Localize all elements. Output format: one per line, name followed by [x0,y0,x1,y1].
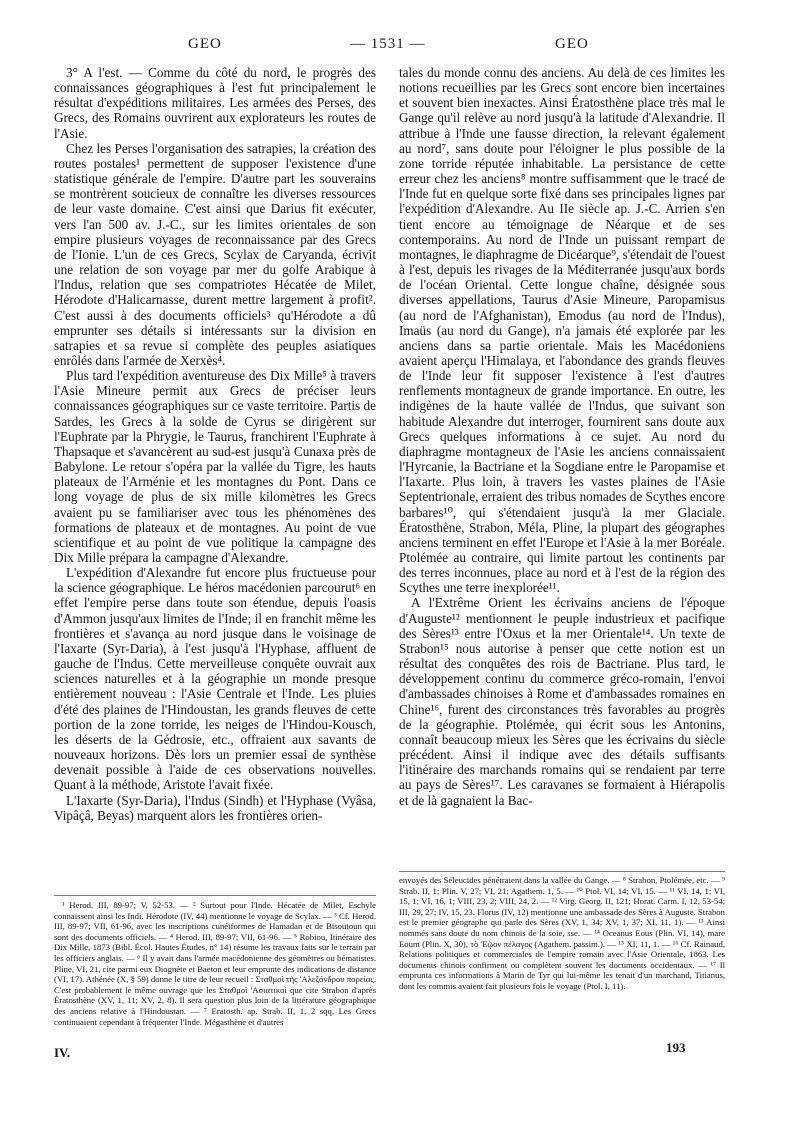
left-text-column [54,65,376,823]
paragraph-east-intro: 3° A l'est. — Comme du côté du nord, le progrès des connaissances géographiques à l'est fut principalement le résultat d'expéditions militaires. Les armées des Perses, des Grecs, des Romains ouvrirent aux explorateurs les routes de l'Asie. [54,65,376,141]
footnotes-left [54,900,376,1027]
volume-signature: IV. [54,1045,71,1060]
footnote-divider-right [399,871,725,872]
header-right-word: GEO [555,36,589,52]
paragraph-eastern-limits: tales du monde connu des anciens. Au delà de ces limites les notions recueillies par les Grecs sont encore bien incertaines et souvent bien inexactes. Ainsi Ératosthène place très mal le Gange qu'il relève au nord jusqu'à la latitude d'Alexandrie. Il attribue à l'Inde une fausse direction, la relevant également au nord⁷, sans doute pour l'éloigner le plus possible de la zone torride réputée inhabitable. La persistance de cette erreur chez les anciens⁸ montre suffisamment que le tracé de l'Inde fut en quelque sorte fixé dans ses principales lignes par l'expédition d'Alexandre. Au IIe siècle ap. J.-C. Arrien s'en tient encore au témoignage de Néarque et de ses contemporains. Au nord de l'Inde un puissant rempart de montagnes, le diaphragme de Dicéarque⁹, s'étendait de l'ouest à l'est, depuis les rivages de la Méditerranée jusqu'aux bords de l'océan Oriental. Cette longue chaîne, désignée sous diverses appellations, Taurus d'Asie Mineure, Paropamisus (au nord de l'Afghanistan), Emodus (au nord de l'Indus), Imaüs (au nord du Gange), n'a jamais été explorée par les anciens dans sa partie orientale. Mais les Macédoniens avaient aperçu l'Himalaya, et l'abondance des grands fleuves de l'Inde leur fit supposer l'existence à l'est d'autres renflements montagneux de grande importance. En outre, les indigènes de la haute vallée de l'Indus, que suivant son habitude Alexandre dut interroger, fournirent sans doute aux Grecs quelques informations à ce sujet. Au nord du diaphragme montagneux de l'Asie les anciens connaissaient l'Hyrcanie, la Bactriane et la Sogdiane entre le Paropamise et l'Iaxarte. Plus loin, à travers les vastes plaines de l'Asie Septentrionale, erraient des tribus nomades de Scythes encore barbares¹⁰, qui s'étendaient jusqu'à la mer Glaciale. Ératosthène, Strabon, Méla, Pline, la plupart des géographes anciens terminent en effet l'Europe et l'Asie à la mer Boréale. Ptolémée au contraire, qui limite partout les continents par des terres inconnues, place au nord et à l'est de la région des Scythes une terre inexplorée¹¹. [399,65,725,596]
paragraph-ten-thousand: Plus tard l'expédition aventureuse des Dix Mille⁵ à travers l'Asie Mineure permit aux Grecs de préciser leurs connaissances géographiques sur ce vaste territoire. Partis de Sardes, les Grecs à la solde de Cyrus se dirigèrent sur l'Euphrate par la Phrygie, le Taurus, franchirent l'Euphrate à Thapsaque et s'avancèrent au sud-est jusqu'à Cunaxa près de Babylone. Le retour s'opéra par la vallée du Tigre, les hauts plateaux de l'Arménie et les montagnes du Pont. Dans ce long voyage de plus de six mille kilomètres les Grecs avaient pu se familiariser avec tous les phénomènes des formations de plateaux et de montagnes. Au point de vue scientifique et au point de vue politique la campagne des Dix Mille prépara la campagne d'Alexandre. [54,368,376,565]
footnotes-left-text: ¹ Herod. III, 89-97; V, 52-53. — ² Surtout pour l'Inde. Hécatée de Milet, Eschyle connaissent ainsi les Indi. Hérodote (IV, 44) mentionne le voyage de Scylax. — ³ Cf. Herod. III, 89-97; VII, 61-96, avec les inscriptions cunéiformes de Hamadan et de Bisoutoun qui sont des documents officiels. — ⁴ Herod. III, 89-97; VII, 61-96. — ⁵ Robiou, Itinéraire des Dix Mille, 1873 (Bibl. Écol. Hautes Études, n° 14) résume les travaux faits sur le terrain par les officiers anglais. — ⁶ Il y avait dans l'armée macédonienne des géomètres ou bématistes. Pline, VI, 21, cite parmi eux Diognète et Baeton et leur emprunte des indications de distance (VI, 17). Athénée (X, § 59) donne le titre de leur recueil : Σταθμοὶ τῆς 'Αλεξάνδρου πορείας. C'est probablement le même ouvrage que les Σταθμοὶ 'Ασιατικοί que cite Strabon d'après Ératosthène (XV, 1, 11; XV, 2, 8). Il sera question plus loin de la littérature géographique des anciens relative à l'Hindoustan. — ⁷ Eratosth. ap. Strab. II, 1, 2 sqq. Les Grecs continuaient cependant à fréquenter l'Inde. Mégasthène et d'autres [54,900,376,1027]
footnotes-right-text: envoyés des Séleucides pénétraient dans la vallée du Gange. — ⁸ Strabon, Ptolémée, etc. — ⁹ Strab. II, 1; Plin. V, 27; VI, 21; Agathem. 1, 5. — ¹⁰ Ptol. VI, 14; VI, 15. — ¹¹ VI, 14, 1; VI, 15, 1; VI, 16, 1; VIII, 23, 2; VIII, 24, 2. — ¹² Virg. Georg. II, 121; Horat. Carm. I, 12, 53-54; III, 29, 27; IV, 15, 23. Florus (IV, 12) mentionne une ambassade des Sères à Auguste. Strabon est le premier géographe qui parle des Sères (XV, 1, 34; XV, 1, 37; XI, 11, 1). — ¹³ Ainsi nommés sans doute du nom chinois de la soie, sse. — ¹⁴ Oceanus Eous (Plin. VI, 14), mare Eoum (Plin. X, 30), τὸ 'Εῷον πέλαγος (Agathem. passim.). — ¹⁵ XI, 11, 1. — ¹⁶ Cf. Rainaud, Relations politiques et commerciales de l'empire romain avec l'Asie Orientale, 1863. Les documents chinois confirment ou complètent souvent les documents occidentaux. — ¹⁷ Il emprunta ces informations à Marin de Tyr qui lui-même les tenait d'un marchand, Titianus, dont les commis avaient fait plusieurs fois le voyage (Ptol. I, 11). [399,875,725,991]
paragraph-extreme-orient: A l'Extrême Orient les écrivains anciens de l'époque d'Auguste¹² mentionnent le peuple industrieux et pacifique des Sères¹³ entre l'Oxus et la mer Orientale¹⁴. Un texte de Strabon¹⁵ nous autorise à penser que cette notion est un résultat des conquêtes des rois de Bactriane. Plus tard, le développement continu du commerce gréco-romain, l'envoi d'ambassades chinoises à Rome et d'ambassades romaines en Chine¹⁶, furent des circonstances très favorables au progrès de la géographie. Ptolémée, qui écrit sous les Antonins, connaît beaucoup mieux les Sères que les écrivains du siècle précédent. Ainsi il indique avec des détails suffisants l'itinéraire des marchands romains qui se rendaient par terre au pays de Sères¹⁷. Les caravanes se formaient à Hiérapolis et de là gagnaient la Bac- [399,595,725,808]
right-text-column [399,65,725,808]
page-number: — 1531 — [350,36,426,52]
paragraph-iaxarte: L'Iaxarte (Syr-Daria), l'Indus (Sindh) et l'Hyphase (Vyâsa, Vipâçâ, Beyas) marquent alors les frontières orien- [54,792,376,823]
paragraph-persians: Chez les Perses l'organisation des satrapies, la création des routes postales¹ permettent de supposer l'existence d'une statistique générale de l'empire. D'autre part les souverains se montrèrent soucieux de connaître les diverses ressources de leur vaste domaine. C'est ainsi que Darius fit exécuter, vers l'an 500 av. J.-C., sur les limites orientales de son empire plusieurs voyages de reconnaissance par des Grecs de l'Ionie. L'un de ces Grecs, Scylax de Caryanda, écrivit une relation de son voyage par mer du golfe Arabique à l'Indus, relation que ses compatriotes Hécatée de Milet, Hérodote d'Halicarnasse, durent mettre largement à profit². C'est aussi à des documents officiels³ qu'Hérodote a dû emprunter ses détails si intéressants sur la division en satrapies et sa revue si complète des peuples asiatiques enrôlés dans l'armée de Xerxès⁴. [54,140,376,368]
footnote-divider-left [54,895,376,896]
sheet-signature: 193 [666,1040,686,1055]
header-left-word: GEO [188,36,222,52]
paragraph-alexander: L'expédition d'Alexandre fut encore plus fructueuse pour la science géographique. Le héros macédonien parcourut⁶ en effet l'empire perse dans toute son étendue, depuis l'oasis d'Ammon jusqu'aux limites de l'Inde; il en franchit même les frontières et s'avança au nord jusque dans le voisinage de l'Iaxarte (Syr-Daria), à l'est jusqu'à l'Hyphase, affluent de gauche de l'Indus. Cette merveilleuse conquête ouvrait aux sciences naturelles et à la géographie un monde presque entièrement nouveau : l'Asie Centrale et l'Inde. Les pluies d'été des plaines de l'Hindoustan, les grands fleuves de cette portion de la zone torride, les neiges de l'Hindou-Kousch, les déserts de la Gédrosie, etc., offraient aux savants de nouveaux horizons. Dès lors un premier essai de synthèse devenait possible à l'aide de ces observations nouvelles. Quant à la méthode, Aristote l'avait fixée. [54,565,376,793]
running-header [60,36,740,56]
footnotes-right [399,875,725,992]
